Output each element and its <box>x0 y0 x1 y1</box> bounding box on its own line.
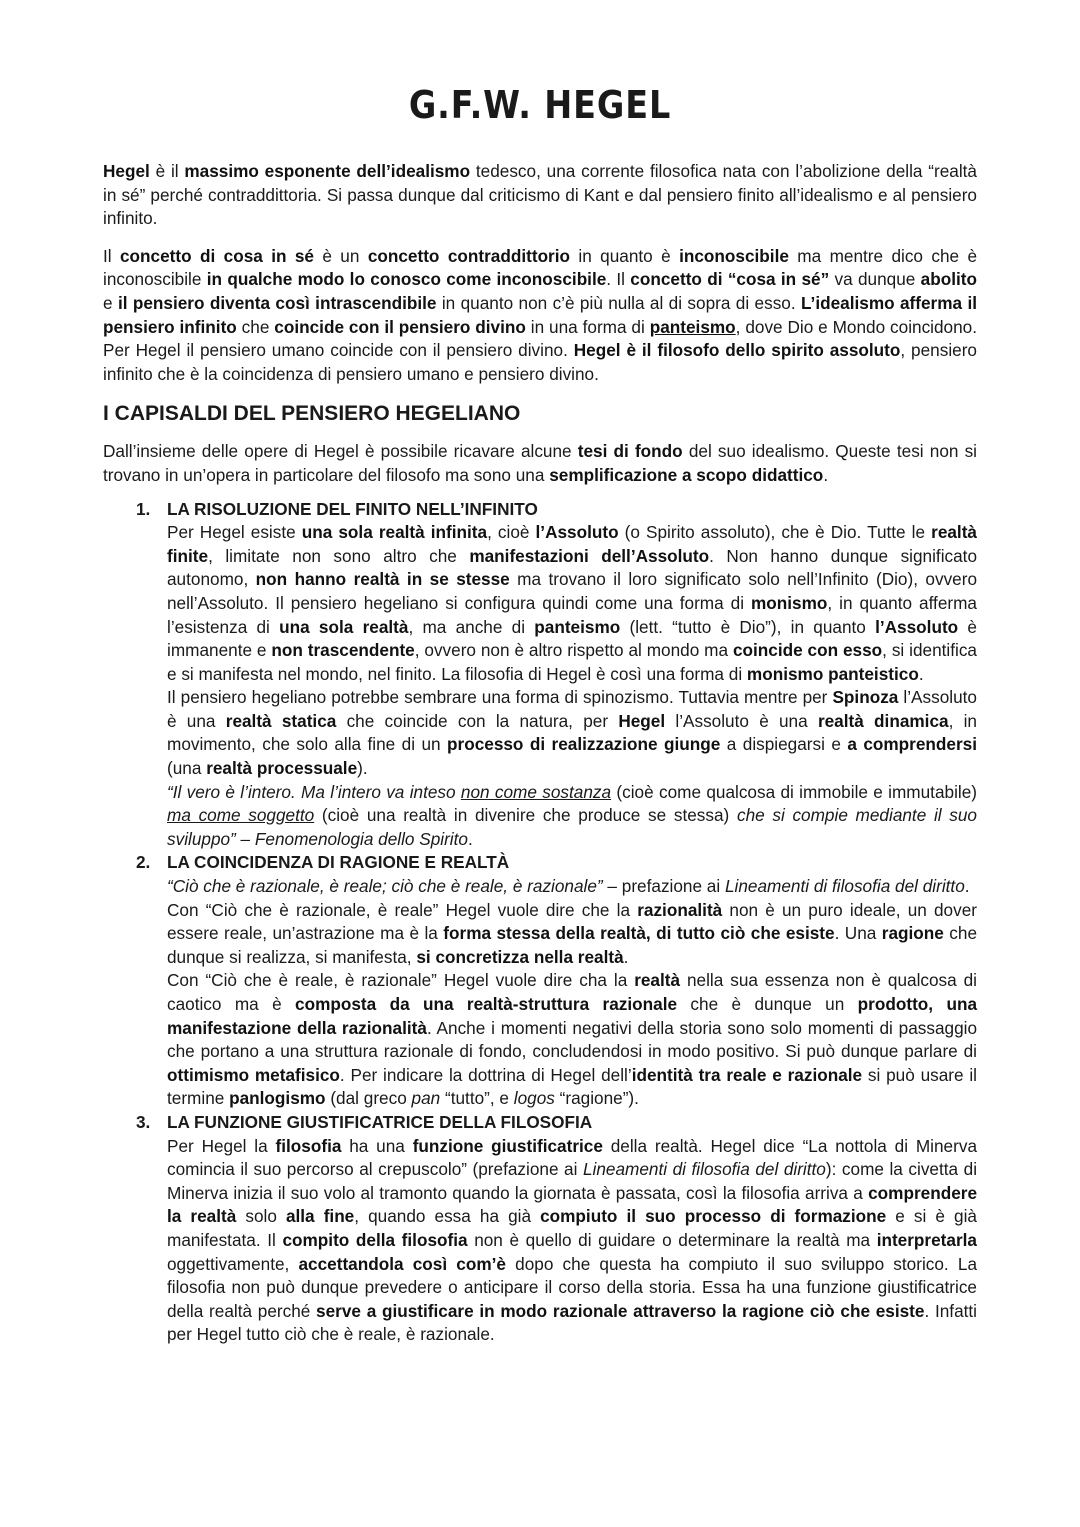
list-item-paragraph: Il pensiero hegeliano potrebbe sembrare una forma di spinozismo. Tuttavia mentre per Spinoza l’Assoluto è una realtà statica che coincide con la natura, per Hegel l’Assoluto è una realtà dinamica, in movimento, che solo alla fine di un processo di realizzazione giunge a dispiegarsi e a comprendersi (una realtà processuale). <box>167 687 977 779</box>
emphasis-bold: processo di realizzazione giunge <box>447 734 721 755</box>
emphasis-italic: Lineamenti di filosofia del diritto <box>724 876 965 897</box>
section-heading: I CAPISALDI DEL PENSIERO HEGELIANO <box>103 402 521 426</box>
list-item <box>103 498 977 852</box>
emphasis-bold: ragione <box>881 923 944 944</box>
emphasis-bold: non hanno realtà in se stesse <box>255 569 510 590</box>
emphasis-italic: che si compie mediante il suo sviluppo” – Fenomenologia dello Spirito <box>167 805 977 849</box>
emphasis-bold: Hegel <box>618 710 666 731</box>
emphasis-bold: L’idealismo afferma il pensiero infinito <box>103 292 977 337</box>
emphasis-bold: realtà processuale <box>206 758 358 779</box>
emphasis-bold: panlogismo <box>229 1088 326 1109</box>
emphasis-bold: prodotto, una manifestazione della razionalità <box>167 994 978 1038</box>
emphasis-italic: logos <box>513 1088 555 1109</box>
emphasis-bold: semplificazione a scopo didattico <box>549 464 824 485</box>
emphasis-bold: inconoscibile <box>679 245 789 266</box>
list-item-quote: “Il vero è l’intero. Ma l’intero va inteso non come sostanza (cioè come qualcosa di immobile e immutabile) ma come soggetto (cioè una realtà in divenire che produce se stessa) che si compie mediante il suo sviluppo” – Fenomenologia dello Spirito. <box>167 781 977 849</box>
emphasis-bold: concetto di “cosa in sé” <box>630 269 830 290</box>
emphasis-bold: forma stessa della realtà, di tutto ciò che esiste <box>443 923 835 944</box>
emphasis-bold: abolito <box>920 269 977 290</box>
emphasis-bold: realtà finite <box>167 522 977 566</box>
list-item-paragraph: Per Hegel la filosofia ha una funzione giustificatrice della realtà. Hegel dice “La nottola di Minerva comincia il suo percorso al crepuscolo” (prefazione ai Lineamenti di filosofia del diritto): come la civetta di Minerva inizia il suo volo al tramonto quando la giornata è passata, così la filosofia arriva a comprendere la realtà solo alla fine, quando essa ha già compiuto il suo processo di formazione e si è già manifestata. Il compito della filosofia non è quello di guidare o determinare la realtà ma interpretarla oggettivamente, accettandola così com’è dopo che questa ha compiuto il suo sviluppo storico. La filosofia non può dunque prevedere o anticipare il corso della storia. Essa ha una funzione giustificatrice della realtà perché serve a giustificare in modo razionale attraverso la ragione ciò che esiste. Infatti per Hegel tutto ciò che è reale, è razionale. <box>167 1135 978 1345</box>
emphasis-bold: accettandola così com’è <box>298 1253 506 1274</box>
emphasis-italic: Lineamenti di filosofia del diritto <box>582 1159 826 1180</box>
emphasis-bold: in qualche modo lo conosco come inconoscibile <box>206 269 607 290</box>
list-item-paragraph: Con “Ciò che è reale, è razionale” Hegel vuole dire cha la realtà nella sua essenza non è qualcosa di caotico ma è composta da una realtà-struttura razionale che è dunque un prodotto, una manifestazione della razionalità. Anche i momenti negativi della storia sono solo momenti di passaggio che portano a una struttura razionale di fondo, concludendosi in modo positivo. Si può dunque parlare di ottimismo metafisico. Per indicare la dottrina di Hegel dell’identità tra reale e razionale si può usare il termine panlogismo (dal greco pan “tutto”, e logos “ragione”). <box>167 970 978 1109</box>
emphasis-italic: pan <box>411 1088 441 1109</box>
list-item-heading: LA RISOLUZIONE DEL FINITO NELL’INFINITO <box>167 498 538 519</box>
emphasis-bold: non trascendente <box>271 640 415 661</box>
emphasis-italic: “Il vero è l’intero. Ma l’intero va inteso <box>167 781 461 802</box>
emphasis-bold: l’Assoluto <box>875 616 959 637</box>
emphasis-bold: compiuto il suo processo di formazione <box>540 1206 887 1227</box>
emphasis-bold: coincide con esso <box>732 640 883 661</box>
intro-paragraph: Il concetto di cosa in sé è un concetto contraddittorio in quanto è inconoscibile ma mentre dico che è inconoscibile in qualche modo lo conosco come inconoscibile. Il concetto di “cosa in sé” va dunque abolito e il pensiero diventa così intrascendibile in quanto non c’è più nulla al di sopra di esso. L’idealismo afferma il pensiero infinito che coincide con il pensiero divino in una forma di panteismo, dove Dio e Mondo coincidono. Per Hegel il pensiero umano coincide con il pensiero divino. Hegel è il filosofo dello spirito assoluto, pensiero infinito che è la coincidenza di pensiero umano e pensiero divino. <box>103 245 978 384</box>
emphasis-bold: identità tra reale e razionale <box>631 1064 863 1085</box>
emphasis-bold: a comprendersi <box>847 734 977 755</box>
emphasis-bold: una sola realtà <box>279 616 409 637</box>
emphasis-bold: filosofia <box>275 1135 342 1156</box>
emphasis-bold: monismo panteistico <box>746 663 919 684</box>
emphasis-bold: massimo esponente dell’idealismo <box>184 161 471 181</box>
emphasis-bold: compito della filosofia <box>282 1229 468 1250</box>
list-item-paragraph: Per Hegel esiste una sola realtà infinita, cioè l’Assoluto (o Spirito assoluto), che è Dio. Tutte le realtà finite, limitate non sono altro che manifestazioni dell’Assoluto. Non hanno dunque significato autonomo, non hanno realtà in se stesse ma trovano il loro significato solo nell’Infinito (Dio), ovvero nell’Assoluto. Il pensiero hegeliano si configura quindi come una forma di monismo, in quanto afferma l’esistenza di una sola realtà, ma anche di panteismo (lett. “tutto è Dio”), in quanto l’Assoluto è immanente e non trascendente, ovvero non è altro rispetto al mondo ma coincide con esso, si identifica e si manifesta nel mondo, nel finito. La filosofia di Hegel è così una forma di monismo panteistico. <box>167 522 978 684</box>
emphasis-bold: realtà dinamica <box>817 710 949 731</box>
emphasis-bold: serve a giustificare in modo razionale attraverso la ragione ciò che esiste <box>316 1300 925 1321</box>
emphasis-bold: alla fine <box>285 1206 355 1227</box>
document-title: G.F.W. HEGEL <box>408 83 672 127</box>
emphasis-bold: monismo <box>751 592 828 613</box>
emphasis-bold: panteismo <box>649 316 736 337</box>
emphasis-bold: coincide con il pensiero divino <box>274 316 526 337</box>
emphasis-bold: manifestazioni dell’Assoluto <box>469 545 710 566</box>
emphasis-italic: non come sostanza <box>460 781 612 802</box>
emphasis-bold: comprendere la realtà <box>167 1182 977 1227</box>
section-intro: Dall’insieme delle opere di Hegel è possibile ricavare alcune tesi di fondo del suo idealismo. Queste tesi non si trovano in un’opera in particolare del filosofo ma sono una semplificazione a scopo didattico. <box>103 441 978 485</box>
emphasis-bold: ottimismo metafisico <box>167 1064 340 1085</box>
emphasis-bold: il pensiero diventa così intrascendibile <box>117 292 437 313</box>
emphasis-bold: composta da una realtà-struttura razionale <box>295 994 678 1014</box>
document-page <box>103 80 977 1347</box>
emphasis-bold: Hegel è il filosofo dello spirito assoluto <box>573 340 901 361</box>
emphasis-bold: concetto di cosa in sé <box>119 245 314 266</box>
emphasis-bold: realtà statica <box>225 710 337 731</box>
emphasis-bold: funzione giustificatrice <box>412 1135 603 1156</box>
emphasis-bold: concetto contraddittorio <box>367 245 571 266</box>
emphasis-bold: tesi di fondo <box>577 441 683 462</box>
list-item-heading: LA COINCIDENZA DI RAGIONE E REALTÀ <box>167 852 510 873</box>
list-item-number: 3. <box>136 1111 151 1132</box>
emphasis-bold: Hegel <box>103 161 150 181</box>
emphasis-bold: interpretarla <box>876 1229 977 1250</box>
list-item-heading: LA FUNZIONE GIUSTIFICATRICE DELLA FILOSOFIA <box>167 1111 593 1132</box>
list-item <box>103 1111 977 1347</box>
list-item-number: 1. <box>136 498 151 519</box>
emphasis-italic: ma come soggetto <box>167 805 315 826</box>
emphasis-bold: panteismo <box>534 616 621 637</box>
emphasis-bold: razionalità <box>637 899 723 920</box>
list-item-number: 2. <box>136 852 151 873</box>
emphasis-bold: realtà <box>634 970 681 991</box>
principles-list <box>103 498 977 1347</box>
emphasis-italic: “Ciò che è razionale, è reale; ciò che è reale, è razionale” <box>167 876 603 897</box>
emphasis-bold: l’Assoluto <box>535 522 619 543</box>
list-item-quote: “Ciò che è razionale, è reale; ciò che è reale, è razionale” – prefazione ai Lineamenti di filosofia del diritto. <box>167 876 970 897</box>
list-item <box>103 851 977 1111</box>
emphasis-bold: si concretizza nella realtà <box>416 946 624 967</box>
emphasis-bold: Spinoza <box>832 687 899 708</box>
emphasis-bold: una sola realtà infinita <box>301 522 488 543</box>
intro-paragraph: Hegel è il massimo esponente dell’idealismo tedesco, una corrente filosofica nata con l’abolizione della “realtà in sé” perché contraddittoria. Si passa dunque dal criticismo di Kant e dal pensiero finito all’idealismo e al pensiero infinito. <box>103 161 977 229</box>
list-item-paragraph: Con “Ciò che è razionale, è reale” Hegel vuole dire che la razionalità non è un puro ideale, un dover essere reale, un’astrazione ma è la forma stessa della realtà, di tutto ciò che esiste. Una ragione che dunque si realizza, si manifesta, si concretizza nella realtà. <box>167 899 977 967</box>
